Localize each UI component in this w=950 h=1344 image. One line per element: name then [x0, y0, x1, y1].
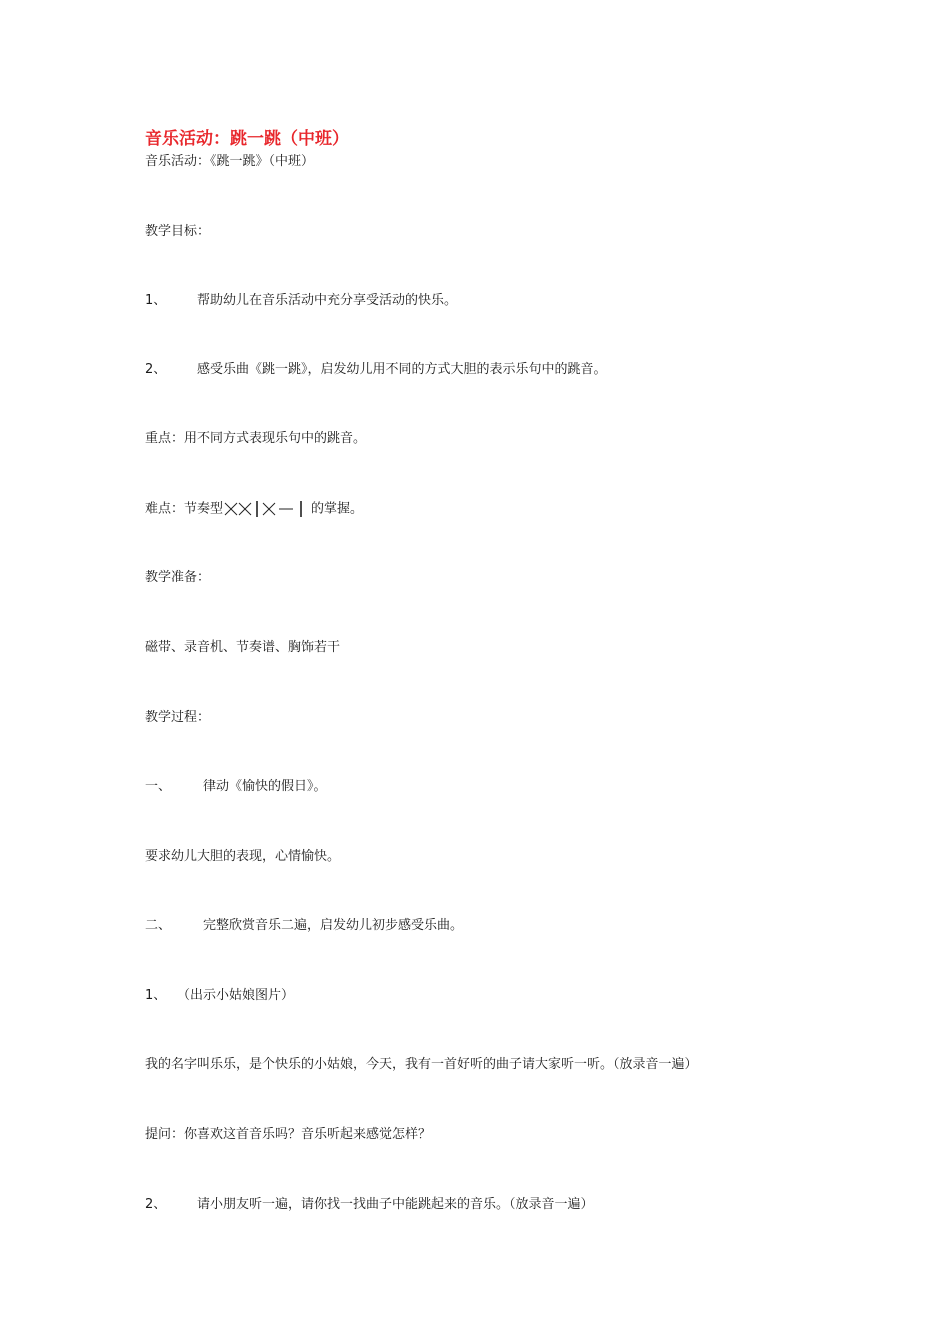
- document-subtitle: 音乐活动：《跳一跳》（中班）: [145, 154, 315, 169]
- sub-step-1-text: （出示小姑娘图片）: [177, 988, 295, 1003]
- sub-step-1-speech: 我的名字叫乐乐，是个快乐的小姑娘，今天，我有一首好听的曲子请大家听一听。（放录音一遍）: [145, 1057, 698, 1072]
- step-1-requirement: 要求幼儿大胆的表现，心情愉快。: [145, 849, 341, 864]
- step-1-text: 律动《愉快的假日》。: [203, 779, 327, 794]
- rhythm-pattern-icon: [223, 500, 311, 518]
- key-point: 重点：用不同方式表现乐句中的跳音。: [145, 431, 367, 446]
- goals-heading: 教学目标：: [145, 224, 211, 239]
- sub-step-1-question: 提问：你喜欢这首音乐吗？音乐听起来感觉怎样？: [145, 1127, 432, 1142]
- step-2-number: 二、: [145, 918, 172, 933]
- step-2: [145, 917, 463, 935]
- sub-step-1: [145, 987, 294, 1005]
- goal-item-1: [145, 292, 457, 310]
- process-heading: 教学过程：: [145, 710, 211, 725]
- step-1-number: 一、: [145, 779, 172, 794]
- goal-1-number: 1、: [145, 293, 167, 308]
- sub-step-2: [145, 1196, 594, 1214]
- goal-2-text: 感受乐曲《跳一跳》，启发幼儿用不同的方式大胆的表示乐句中的跳音。: [197, 362, 607, 377]
- difficulty-prefix: 难点：节奏型: [145, 501, 224, 517]
- difficulty-suffix: 的掌握。: [311, 501, 364, 517]
- goal-item-2: [145, 361, 607, 379]
- sub-step-1-number: 1、: [145, 988, 167, 1003]
- step-1: [145, 778, 327, 796]
- prep-text: 磁带、录音机、节奏谱、胸饰若干: [145, 640, 341, 655]
- step-2-text: 完整欣赏音乐二遍，启发幼儿初步感受乐曲。: [203, 918, 464, 933]
- prep-heading: 教学准备：: [145, 570, 211, 585]
- sub-step-2-number: 2、: [145, 1197, 167, 1212]
- goal-1-text: 帮助幼儿在音乐活动中充分享受活动的快乐。: [197, 293, 458, 308]
- document-title: 音乐活动：跳一跳（中班）: [145, 129, 349, 149]
- sub-step-2-text: 请小朋友听一遍，请你找一找曲子中能跳起来的音乐。（放录音一遍）: [197, 1197, 594, 1212]
- goal-2-number: 2、: [145, 362, 167, 377]
- difficulty-line: [145, 500, 363, 519]
